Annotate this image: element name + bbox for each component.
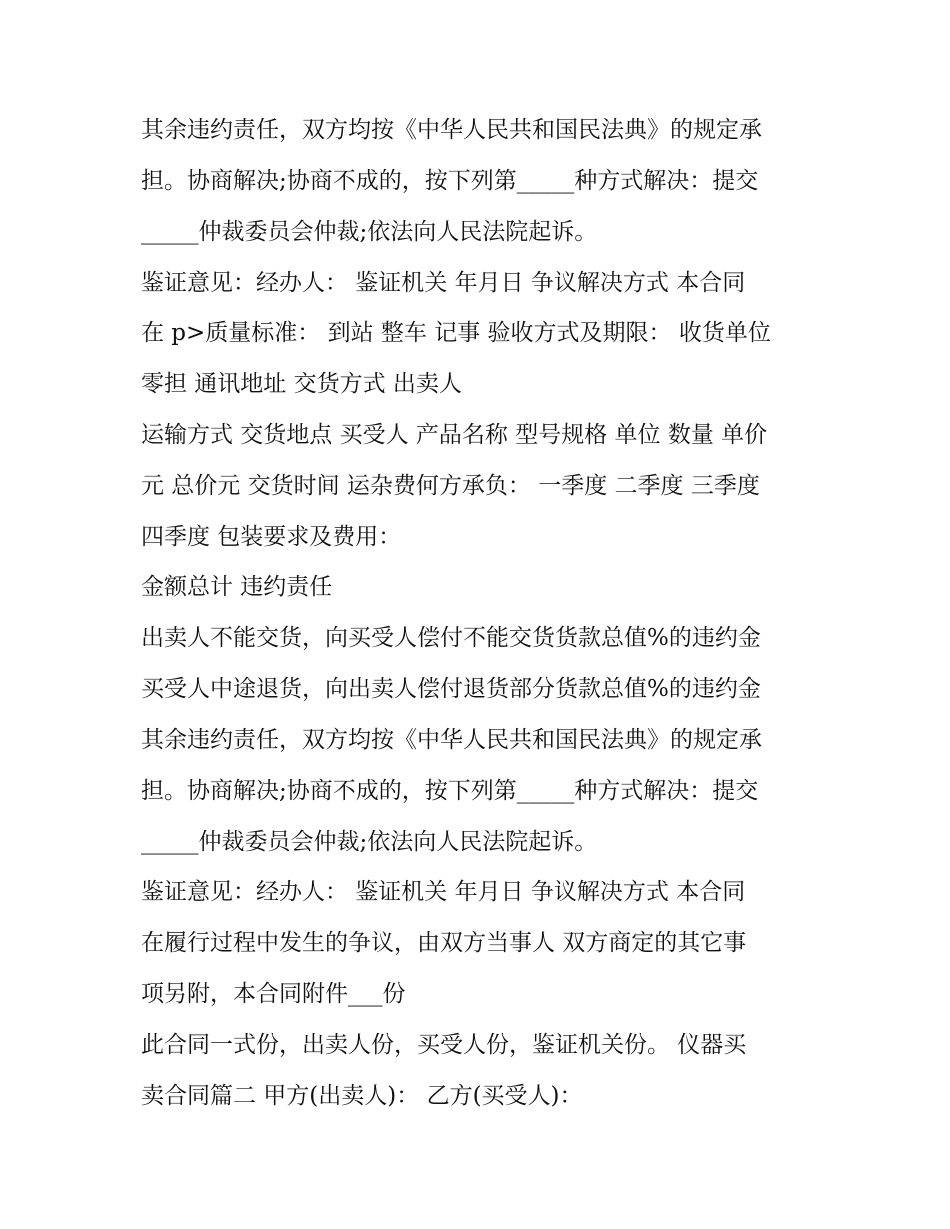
text-line: 项另附，本合同附件___份 (141, 981, 406, 1007)
text-line: 出卖人不能交货，向买受人偿付不能交货货款总值%的违约金 (141, 625, 761, 651)
text-line: 担。协商解决;协商不成的，按下列第_____种方式解决：提交 (141, 778, 759, 804)
text-line: 在履行过程中发生的争议，由双方当事人 双方商定的其它事 (141, 930, 747, 956)
text-line: 元 总价元 交货时间 运杂费何方承负： 一季度 二季度 三季度 (141, 473, 760, 499)
text-line: 金额总计 违约责任 (141, 574, 333, 600)
text-line: 此合同一式份，出卖人份，买受人份，鉴证机关份。 仪器买 (141, 1032, 747, 1058)
text-line: 鉴证意见：经办人： 鉴证机关 年月日 争议解决方式 本合同 (141, 270, 746, 296)
text-line: _____仲裁委员会仲裁;依法向人民法院起诉。 (141, 219, 598, 245)
text-line: 零担 通讯地址 交货方式 出卖人 (141, 371, 462, 397)
text-line: 买受人中途退货，向出卖人偿付退货部分货款总值%的违约金 (141, 676, 761, 702)
text-line: 其余违约责任，双方均按《中华人民共和国民法典》的规定承 (141, 727, 762, 753)
text-line: 担。协商解决;协商不成的，按下列第_____种方式解决：提交 (141, 168, 759, 194)
text-line: 在 p>质量标准： 到站 整车 记事 验收方式及期限： 收货单位 (141, 320, 771, 346)
text-line: _____仲裁委员会仲裁;依法向人民法院起诉。 (141, 829, 598, 855)
text-line: 其余违约责任，双方均按《中华人民共和国民法典》的规定承 (141, 117, 762, 143)
text-line: 卖合同篇二 甲方(出卖人)： 乙方(买受人)： (141, 1083, 583, 1109)
text-line: 鉴证意见：经办人： 鉴证机关 年月日 争议解决方式 本合同 (141, 879, 746, 905)
text-line: 四季度 包装要求及费用： (141, 524, 402, 550)
text-line: 运输方式 交货地点 买受人 产品名称 型号规格 单位 数量 单价 (141, 422, 768, 448)
